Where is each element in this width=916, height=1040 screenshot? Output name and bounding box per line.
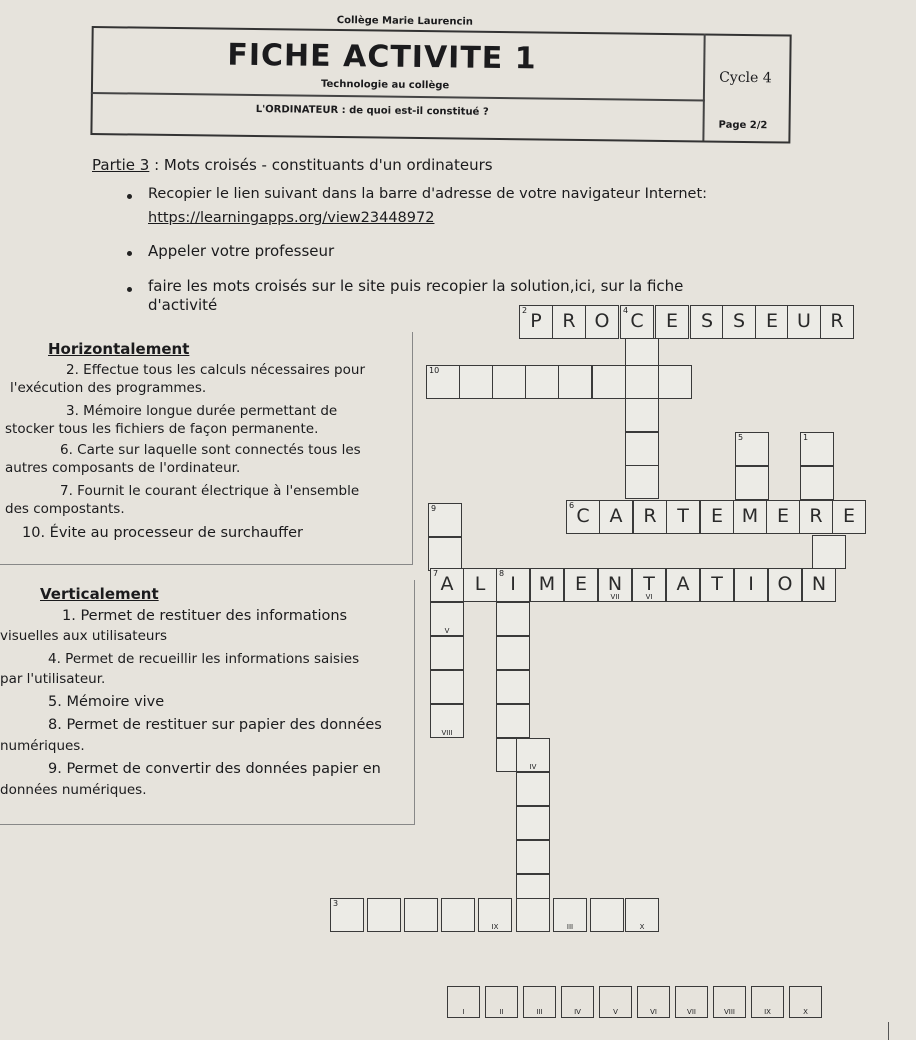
clue-number: 9 — [431, 504, 437, 513]
clue-v4: 4. Permet de recueillir les informations saisies — [48, 651, 360, 667]
row10-cell[interactable] — [492, 365, 526, 399]
col9-cell[interactable] — [430, 636, 464, 670]
key-roman-label: IV — [574, 1008, 581, 1016]
roman-mark: VIII — [441, 729, 453, 737]
instruction-3: faire les mots croisés sur le site puis recopier la solution,ici, sur la fiche — [148, 277, 684, 295]
page-edge-line — [888, 1022, 889, 1040]
row7-cell[interactable] — [666, 568, 700, 602]
key-cell[interactable] — [447, 986, 480, 1018]
col9-cell[interactable] — [430, 670, 464, 704]
handwritten-letter: A — [676, 573, 690, 595]
handwritten-letter: E — [710, 505, 723, 527]
col5-cell[interactable] — [735, 432, 769, 466]
handwritten-letter: R — [562, 310, 576, 332]
col1-cell[interactable] — [800, 432, 834, 466]
row10-cell[interactable] — [426, 365, 460, 399]
row6-cell[interactable] — [566, 500, 600, 534]
handwritten-letter: E — [665, 310, 678, 332]
instruction-1: Recopier le lien suivant dans la barre d'adresse de votre navigateur Internet: — [148, 186, 708, 202]
clue-h3-cont: stocker tous les fichiers de façon permanente. — [5, 421, 319, 437]
key-cell[interactable] — [637, 986, 670, 1018]
key-roman-label: II — [499, 1008, 504, 1016]
handwritten-letter: M — [538, 573, 556, 595]
col9-cell[interactable] — [430, 704, 464, 738]
key-roman-label: VII — [687, 1008, 696, 1016]
clue-number: 3 — [333, 899, 339, 908]
clue-v9-cont: données numériques. — [0, 782, 147, 798]
handwritten-letter: O — [594, 310, 610, 332]
roman-mark: VI — [645, 593, 653, 601]
handwritten-letter: E — [574, 573, 587, 595]
row6-cell[interactable] — [766, 500, 800, 534]
roman-mark: IX — [491, 923, 499, 931]
key-roman-label: V — [613, 1008, 618, 1016]
roman-mark: III — [566, 923, 574, 931]
col8-cell[interactable] — [516, 840, 550, 874]
handwritten-letter: E — [776, 505, 789, 527]
key-cell[interactable] — [523, 986, 556, 1018]
handwritten-letter: S — [700, 310, 714, 332]
key-roman-label: VI — [650, 1008, 657, 1016]
clue-h2-cont: l'exécution des programmes. — [10, 380, 207, 396]
learningapps-link[interactable]: https://learningapps.org/view23448972 — [148, 210, 435, 226]
handwritten-letter: N — [811, 573, 827, 595]
handwritten-letter: R — [809, 505, 823, 527]
handwritten-letter: T — [643, 573, 655, 595]
row10-cell[interactable] — [558, 365, 592, 399]
roman-mark: IV — [529, 763, 537, 771]
key-cell[interactable] — [751, 986, 784, 1018]
clue-number: 4 — [623, 306, 629, 315]
sheet-title: FICHE ACTIVITE 1 — [227, 37, 537, 77]
clue-h6-cont: autres composants de l'ordinateur. — [5, 460, 241, 476]
row7-cell[interactable] — [734, 568, 768, 602]
row3-cell[interactable] — [553, 898, 587, 932]
col8-cell[interactable] — [496, 602, 530, 636]
col4-cell[interactable] — [625, 465, 659, 499]
handwritten-letter: M — [741, 505, 759, 527]
handwritten-letter: N — [607, 573, 623, 595]
clue-v8: 8. Permet de restituer sur papier des données — [48, 717, 382, 733]
key-roman-label: III — [536, 1008, 543, 1016]
row3-cell[interactable] — [367, 898, 401, 932]
part-text: : Mots croisés - constituants d'un ordinateurs — [149, 156, 493, 174]
row6-cell[interactable] — [666, 500, 700, 534]
handwritten-letter: A — [609, 505, 623, 527]
clue-number: 7 — [433, 569, 439, 578]
row7-cell[interactable] — [463, 568, 497, 602]
clue-number: 8 — [499, 569, 505, 578]
row10-cell[interactable] — [658, 365, 692, 399]
col8-cell[interactable] — [496, 636, 530, 670]
handwritten-letter: C — [630, 310, 644, 332]
row10-cell[interactable] — [625, 365, 659, 399]
col1-cell[interactable] — [800, 466, 834, 500]
row3-cell[interactable] — [330, 898, 364, 932]
clue-h7-cont: des compostants. — [5, 501, 125, 517]
part-label: Partie 3 — [92, 156, 150, 174]
key-roman-label: I — [462, 1008, 465, 1016]
row7-cell[interactable] — [430, 568, 464, 602]
row2-cell[interactable] — [820, 305, 854, 339]
vertical-heading: Verticalement — [40, 585, 159, 603]
col8-cell[interactable] — [516, 806, 550, 840]
row6-cell[interactable] — [599, 500, 633, 534]
handwritten-letter: T — [711, 573, 723, 595]
handwritten-letter: R — [643, 505, 657, 527]
handwritten-letter: T — [677, 505, 689, 527]
row3-cell[interactable] — [478, 898, 512, 932]
row3-cell[interactable] — [516, 898, 550, 932]
handwritten-letter: C — [576, 505, 590, 527]
clue-v1: 1. Permet de restituer des informations — [62, 608, 348, 624]
row6-cell[interactable] — [832, 500, 866, 534]
question-title: L'ORDINATEUR : de quoi est-il constitué ? — [255, 104, 489, 118]
row2-cell[interactable] — [552, 305, 586, 339]
row6-cell[interactable] — [733, 500, 767, 534]
row7-cell[interactable] — [700, 568, 734, 602]
row2-cell[interactable] — [755, 305, 789, 339]
roman-mark: X — [639, 923, 645, 931]
clue-h7: 7. Fournit le courant électrique à l'ensemble — [60, 483, 360, 499]
handwritten-letter: I — [748, 573, 754, 595]
col4-cell[interactable] — [625, 432, 659, 466]
row7-cell[interactable] — [496, 568, 530, 602]
clue-h6: 6. Carte sur laquelle sont connectés tous les — [60, 442, 361, 458]
row3-cell[interactable] — [441, 898, 475, 932]
horizontal-heading: Horizontalement — [48, 340, 190, 358]
handwritten-letter: L — [474, 573, 486, 595]
key-roman-label: VIII — [724, 1008, 735, 1016]
college-name: Collège Marie Laurencin — [336, 14, 474, 28]
key-roman-label: X — [803, 1008, 808, 1016]
col9-cell[interactable] — [428, 503, 462, 537]
col9-cell[interactable] — [428, 537, 462, 571]
key-roman-label: IX — [764, 1008, 771, 1016]
subject: Technologie au collège — [320, 78, 450, 92]
row10-cell[interactable] — [525, 365, 559, 399]
handwritten-letter: S — [732, 310, 746, 332]
handwritten-letter: I — [510, 573, 516, 595]
row2-cell[interactable] — [620, 305, 654, 339]
row2-cell[interactable] — [722, 305, 756, 339]
col4-cell[interactable] — [625, 398, 659, 432]
handwritten-letter: R — [830, 310, 844, 332]
col8-cell[interactable] — [516, 772, 550, 806]
col8-cell[interactable] — [496, 670, 530, 704]
row2-cell[interactable] — [655, 305, 689, 339]
roman-mark: VII — [610, 593, 620, 601]
key-cell[interactable] — [599, 986, 632, 1018]
row3-cell[interactable] — [404, 898, 438, 932]
col5-cell[interactable] — [735, 466, 769, 500]
roman-mark: V — [444, 627, 450, 635]
row10-cell[interactable] — [592, 365, 626, 399]
row6-cell[interactable] — [633, 500, 667, 534]
clue-number: 10 — [429, 366, 440, 375]
handwritten-letter: A — [440, 573, 454, 595]
clue-v8-cont: numériques. — [0, 738, 85, 754]
page-number: Page 2/2 — [718, 119, 768, 132]
row3-cell[interactable] — [625, 898, 659, 932]
clue-v9: 9. Permet de convertir des données papier en — [48, 761, 381, 777]
row2-cell[interactable] — [787, 305, 821, 339]
clue-number: 5 — [738, 433, 744, 442]
clue-v4-cont: par l'utilisateur. — [0, 671, 106, 687]
key-cell[interactable] — [675, 986, 708, 1018]
row6-cell[interactable] — [799, 500, 833, 534]
row7-cell[interactable] — [802, 568, 836, 602]
clue-v5: 5. Mémoire vive — [48, 694, 165, 710]
clue-number: 2 — [522, 306, 528, 315]
instruction-2: Appeler votre professeur — [148, 242, 335, 260]
row7-cell[interactable] — [564, 568, 598, 602]
clue-v1-cont: visuelles aux utilisateurs — [0, 628, 168, 644]
handwritten-letter: E — [842, 505, 855, 527]
key-cell[interactable] — [485, 986, 518, 1018]
row3-cell[interactable] — [590, 898, 624, 932]
handwritten-letter: U — [797, 310, 811, 332]
handwritten-letter: E — [765, 310, 778, 332]
vertical-clues-panel — [0, 580, 415, 825]
row6-cell[interactable] — [700, 500, 734, 534]
col8-cell[interactable] — [496, 704, 530, 738]
row7-cell[interactable] — [598, 568, 632, 602]
key-cell[interactable] — [713, 986, 746, 1018]
row2-cell[interactable] — [690, 305, 724, 339]
clue-h10: 10. Évite au processeur de surchauffer — [22, 525, 303, 541]
horizontal-clues-panel — [0, 332, 413, 565]
handwritten-letter: P — [530, 310, 542, 332]
row7-cell[interactable] — [768, 568, 802, 602]
row7-cell[interactable] — [632, 568, 666, 602]
row10-cell[interactable] — [459, 365, 493, 399]
row7-cell[interactable] — [530, 568, 564, 602]
col8-cell[interactable] — [516, 738, 550, 772]
clue-number: 6 — [569, 501, 575, 510]
col1-cell[interactable] — [812, 535, 846, 569]
row2-cell[interactable] — [585, 305, 619, 339]
cycle-label: Cycle 4 — [719, 69, 772, 87]
instruction-3-cont: d'activité — [148, 296, 218, 314]
clue-h3: 3. Mémoire longue durée permettant de — [66, 403, 338, 419]
key-cell[interactable] — [789, 986, 822, 1018]
col9-cell[interactable] — [430, 602, 464, 636]
clue-number: 1 — [803, 433, 809, 442]
clue-h2: 2. Effectue tous les calculs nécessaires pour — [66, 362, 365, 378]
row2-cell[interactable] — [519, 305, 553, 339]
handwritten-letter: O — [777, 573, 793, 595]
key-cell[interactable] — [561, 986, 594, 1018]
